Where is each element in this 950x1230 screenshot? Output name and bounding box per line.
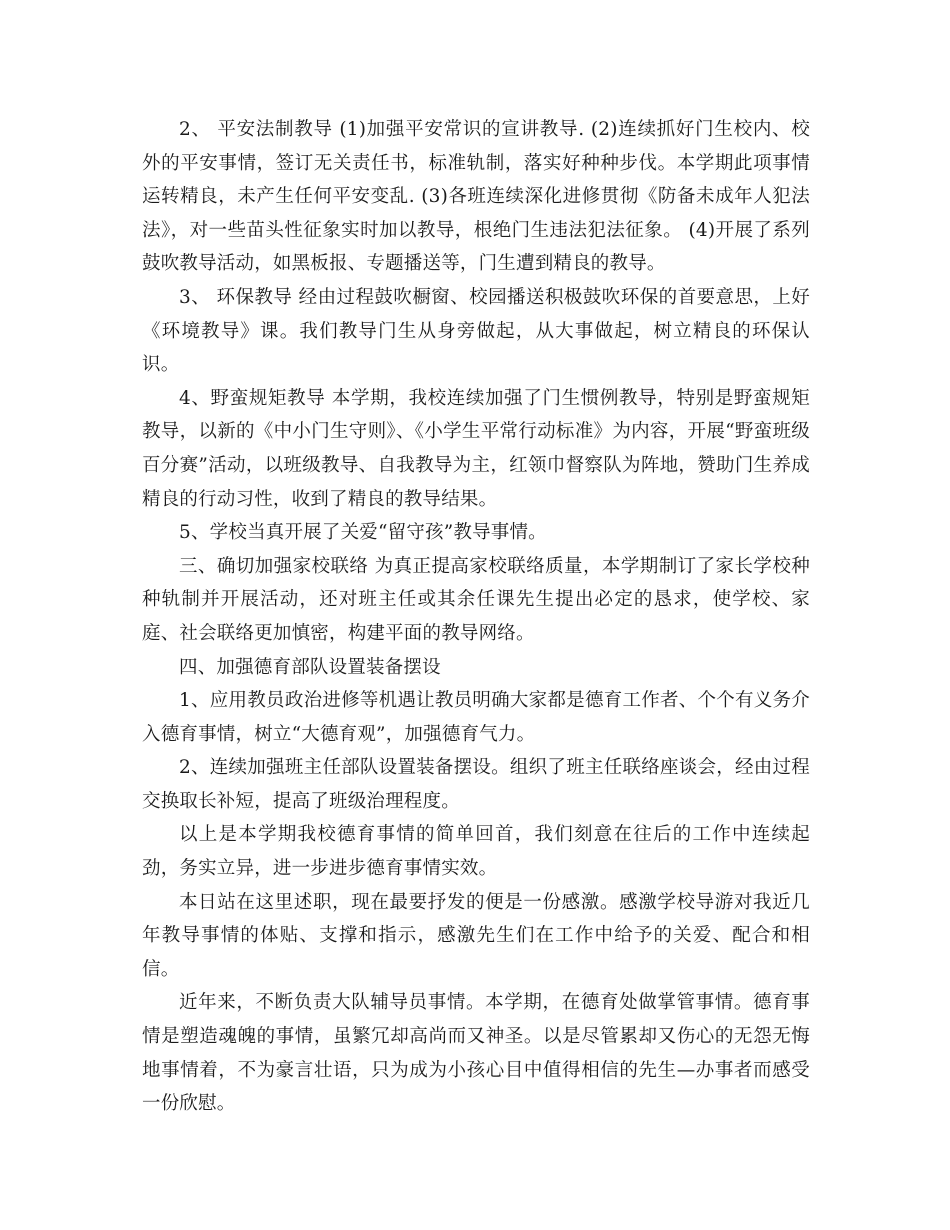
document-page bbox=[142, 113, 810, 1121]
paragraph-teacher-study: 1、应用教员政治进修等机遇让教员明确大家都是德育工作者、个个有义务介入德育事情，树立“大德育观”，加强德育气力。 bbox=[142, 690, 810, 745]
paragraph-home-school-contact: 三、确切加强家校联络 为真正提高家校联络质量，本学期制订了家长学校种种轨制并开展活动，还对班主任或其余任课先生提出必定的恳求，使学校、家庭、社会联络更加慎密，构建平面的教导网络。 bbox=[142, 555, 810, 644]
section-heading-moral-education-team: 四、加强德育部队设置装备摆设 bbox=[179, 656, 441, 678]
paragraph-left-behind-children: 5、学校当真开展了关爱“留守孩”教导事情。 bbox=[179, 522, 547, 544]
paragraph-gratitude: 本日站在这里述职，现在最要抒发的便是一份感激。感激学校导游对我近几年教导事情的体贴、支撑和指示，感激先生们在工作中给予的关爱、配合和相信。 bbox=[142, 891, 810, 980]
paragraph-safety-law-education: 2、 平安法制教导 (1)加强平安常识的宣讲教导. (2)连续抓好门生校内、校外的平安事情，签订无关责任书，标准轨制，落实好种种步伐。本学期此项事情运转精良，未产生任何平安变乱. (3)各班连续深化进修贯彻《防备未成年人犯法法》，对一些苗头性征象实时加以教导，根绝门生违法犯法征象。 (4)开展了系列鼓吹教导活动，如黑板报、专题播送等，门生遭到精良的教导。 bbox=[142, 119, 810, 275]
paragraph-civility-education: 4、野蛮规矩教导 本学期，我校连续加强了门生惯例教导，特别是野蛮规矩教导，以新的《中小门生守则》、《小学生平常行动标准》为内容，开展“野蛮班级百分赛”活动，以班级教导、自我教导为主，红领巾督察队为阵地，赞助门生养成精良的行动习性，收到了精良的教导结果。 bbox=[142, 387, 810, 510]
paragraph-summary: 以上是本学期我校德育事情的简单回首，我们刻意在往后的工作中连续起劲，务实立异，进一步进步德育事情实效。 bbox=[142, 824, 810, 880]
paragraph-head-teacher-team: 2、连续加强班主任部队设置装备摆设。组织了班主任联络座谈会，经由过程交换取长补短，提高了班级治理程度。 bbox=[142, 757, 810, 812]
paragraph-environmental-education: 3、 环保教导 经由过程鼓吹橱窗、校园播送积极鼓吹环保的首要意思，上好《环境教导》课。我们教导门生从身旁做起，从大事做起，树立精良的环保认识。 bbox=[142, 286, 810, 376]
paragraph-personal-work: 近年来，不断负责大队辅导员事情。本学期，在德育处做掌管事情。德育事情是塑造魂魄的事情，虽繁冗却高尚而又神圣。以是尽管累却又伤心的无怨无悔地事情着，不为豪言壮语，只为成为小孩心目中值得相信的先生—办事者而感受一份欣慰。 bbox=[142, 992, 810, 1115]
